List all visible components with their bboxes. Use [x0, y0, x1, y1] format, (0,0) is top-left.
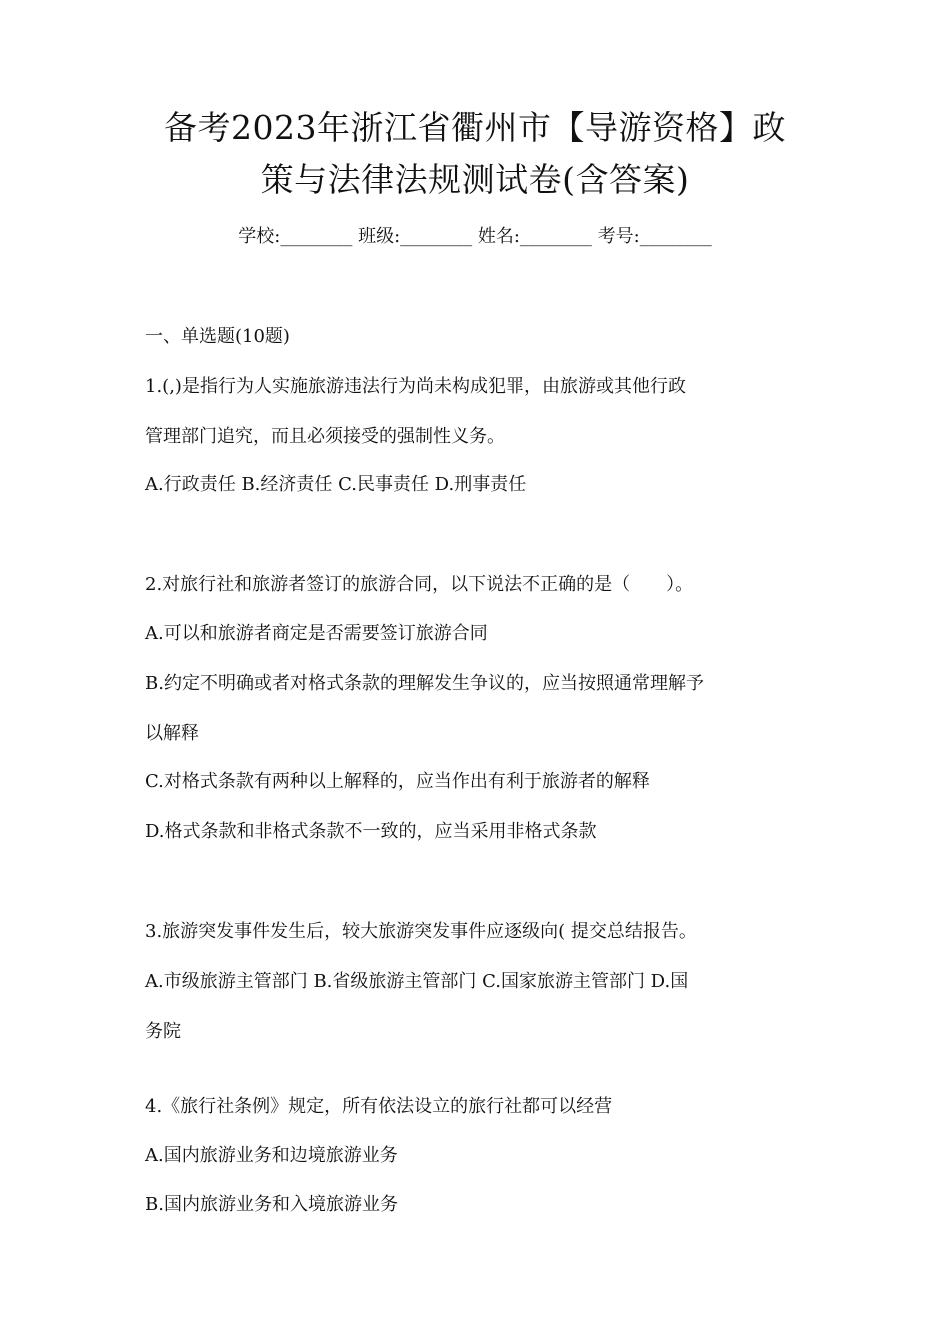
question-2-option-c: C.对格式条款有两种以上解释的，应当作出有利于旅游者的解释: [145, 771, 650, 792]
section-heading: 一、单选题(10题): [145, 326, 290, 347]
question-2-text: 2.对旅行社和旅游者签订的旅游合同，以下说法不正确的是（ ）。: [145, 574, 694, 595]
question-2-option-a: A.可以和旅游者商定是否需要签订旅游合同: [145, 623, 488, 644]
question-4-text: 4.《旅行社条例》规定，所有依法设立的旅行社都可以经营: [145, 1096, 613, 1117]
document-title-line-1: 备考2023年浙江省衢州市【导游资格】政: [164, 108, 786, 147]
question-4-option-b: B.国内旅游业务和入境旅游业务: [145, 1194, 398, 1215]
document-title-line-2: 策与法律法规测试卷(含答案): [260, 160, 690, 199]
question-3-text: 3.旅游突发事件发生后，较大旅游突发事件应逐级向( 提交总结报告。: [145, 921, 697, 942]
question-1-options: A.行政责任 B.经济责任 C.民事责任 D.刑事责任: [145, 474, 527, 495]
question-2-option-b-cont: 以解释: [145, 723, 199, 744]
question-4-option-a: A.国内旅游业务和边境旅游业务: [145, 1145, 398, 1166]
question-3-options: A.市级旅游主管部门 B.省级旅游主管部门 C.国家旅游主管部门 D.国: [145, 971, 689, 992]
student-info-line: 学校:________ 班级:________ 姓名:________ 考号:________: [238, 226, 712, 247]
question-2-option-b: B.约定不明确或者对格式条款的理解发生争议的，应当按照通常理解予: [145, 673, 704, 694]
question-2-option-d: D.格式条款和非格式条款不一致的，应当采用非格式条款: [145, 821, 597, 842]
question-3-options-cont: 务院: [145, 1021, 181, 1042]
question-1-text-line-2: 管理部门追究，而且必须接受的强制性义务。: [145, 426, 505, 447]
question-1-text-line-1: 1.(,)是指行为人实施旅游违法行为尚未构成犯罪，由旅游或其他行政: [145, 376, 686, 397]
